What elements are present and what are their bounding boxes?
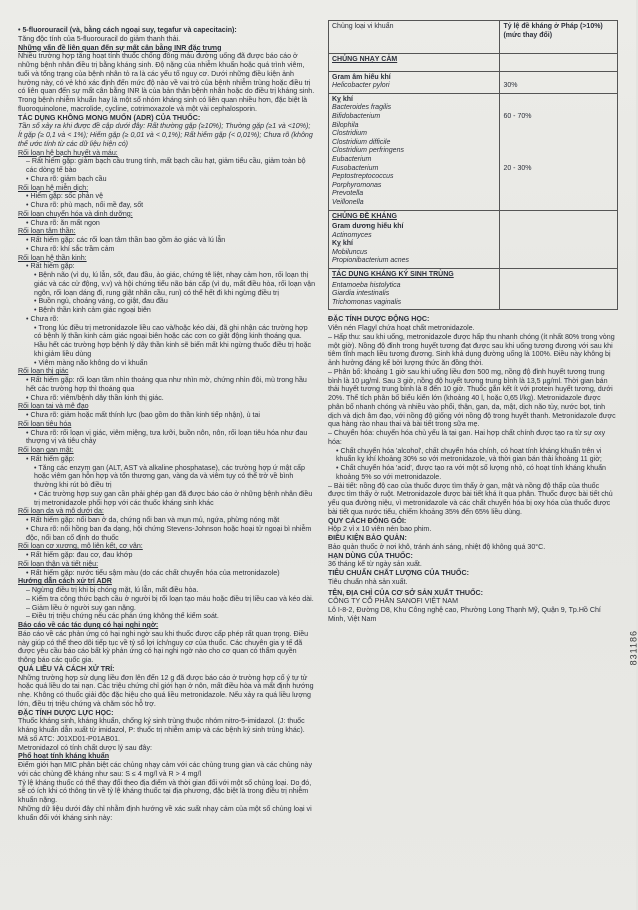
text-paragraph: – Chuyển hóa: chuyển hóa chủ yếu là tại gan. Hai hợp chất chính được tạo ra từ sự oxy hóa: [328,429,606,446]
text-paragraph: QUÁ LIỀU VÀ CÁCH XỬ TRÍ: [18,664,115,673]
resistance-value: 30% [503,82,518,90]
resistance-value [503,122,614,131]
text-paragraph: Rối loạn tâm thần: [18,227,76,236]
text-paragraph: Rối loạn chuyển hóa và dinh dưỡng: [18,209,133,218]
strain-name: Peptostreptococcus [332,173,394,181]
text-paragraph: • 5-fluorouracil (và, bằng cách ngoại suy, tegafur và capecitacin): [18,26,237,34]
text-paragraph: ĐẶC TÍNH DƯỢC ĐỘNG HỌC: [328,315,430,324]
text-paragraph: ĐIỀU KIỆN BẢO QUẢN: [328,534,407,543]
text-paragraph: • Chất chuyển hóa 'acid', được tạo ra với một số lượng nhỏ, có hoạt tính kháng khuẩn khoảng 5% so với metronidazole. [336,464,606,481]
strain-name: Bilophila [332,121,359,129]
text-paragraph: TIÊU CHUẨN CHẤT LƯỢNG CỦA THUỐC: [328,569,469,578]
text-paragraph: • Chưa rõ: ăn mất ngon [26,218,100,227]
text-paragraph: • Rất hiếm gặp: [26,454,75,463]
text-paragraph: • Bệnh não (vì dụ, lú lẫn, sốt, đau đầu, ảo giác, chứng tê liệt, nhạy cảm hơn, rối loạn thị giác và các cử động, v.v) và hội chứng tiểu não bán cấp (vì dụ, mất điều hòa, rối loạn vận ngôn, rối loạn dáng đi, rung giật nhãn cầu, run) có thể hết đi khi ngừng điều trị [34,271,316,297]
text-paragraph: Tăng độc tính của 5-fluorouracil do giảm thanh thải. [18,34,181,43]
text-paragraph: • Rất hiếm gặp: rối loạn tầm nhìn thoáng qua như nhìn mờ, chứng nhìn đôi, mù trong hầu hết các trường hợp thì thoáng qua [26,376,307,393]
table-row [329,93,618,210]
right-text [328,315,618,623]
strain-name: Actinomyces [332,231,372,239]
text-paragraph: – Điều trị triệu chứng nếu các phản ứng không thể kiểm soát. [26,612,219,621]
text-paragraph: Rối loạn da và mô dưới da: [18,507,104,516]
text-paragraph: • Rất hiếm gặp: nổi ban ở da, chứng nổi ban và mụn mủ, ngứa, phừng nóng mặt [26,516,280,524]
strain-subgroup: Kỵ khí [332,95,354,103]
strain-name: Porphyromonas [332,181,382,189]
text-paragraph: HẠN DÙNG CỦA THUỐC: [328,551,413,560]
resistance-value [503,104,614,113]
text-paragraph: Rối loạn hệ miễn dịch: [18,183,89,192]
text-paragraph: – Ngừng điều trị khi bị chóng mặt, lú lẫn, mất điều hòa. [26,586,199,594]
strain-name: Entamoeba histolytica [332,281,401,289]
text-paragraph: – Phân bố: khoảng 1 giờ sau khi uống liều đơn 500 mg, nồng độ đỉnh huyết tương trung bình là 10 µg/ml. Sau 3 giờ, nồng độ huyết tương trung bình là 13,5 µg/ml. Thời gian bán thải huyết tương trung bình là 8 đến 10 giờ. Thuốc gắn kết ít với protein huyết tương, dưới 20%. Thể tích phân bố biểu kiến lớn (khoảng 40 l, hoặc 0,65 l/kg). Metronidazole được phân bố nhanh chóng và nhiều vào phổi, thận, gan, da, mật, dịch não tủy, nước bọt, tinh dịch và dịch âm đạo, với nồng độ giống với nồng độ trong huyết thanh. Metronidazole được qua hàng rào nhau thai và bài tiết trong sữa mẹ. [328,367,616,429]
text-paragraph: QUY CÁCH ĐÓNG GÓI: [328,516,407,525]
strain-name: Veillonella [332,198,364,206]
text-paragraph: Báo cáo về các tác dụng có hại nghi ngờ: [18,621,159,629]
resistance-value [503,173,614,182]
text-paragraph: • Buồn ngủ, choáng váng, co giật, đau đầu [34,297,168,306]
resistance-value: 20 - 30% [503,164,532,172]
strain-name: Helicobacter pylori [332,82,390,90]
table-header-resistance: Tỷ lệ đề kháng ở Pháp (>10%) (mức thay đổi) [500,21,618,54]
text-paragraph: Tần số xảy ra khi được đề cập dưới đây: Rất thường gặp (≥10%); Thường gặp (≥1 và <10%); Ít gặp (≥ 0,1 và < 1%); Hiếm gặp (≥ 0,01 và < 0,1%); Rất hiếm gặp (< 0,01%); Chưa rõ (không thể ước tính từ các dữ liệu hiện có) [18,122,313,148]
text-paragraph: • Viêm màng não không do vi khuẩn [34,358,148,367]
resistance-value [503,147,614,156]
text-paragraph: Phổ hoạt tính kháng khuẩn [18,752,110,761]
text-paragraph: Thuốc kháng sinh, kháng khuẩn, chống ký sinh trùng thuộc nhóm nitro-5-imidazol. (J: thuốc kháng khuẩn dẫn xuất từ imidazol, P: thuốc trị nhiễm amip và các bệnh ký sinh trùng khác). Mã số ATC: J01XD01-P01AB01. [18,717,305,743]
text-paragraph: Rối loạn thận và tiết niệu: [18,559,99,568]
text-paragraph: • Rất hiếm gặp: nước tiểu sậm màu (do các chất chuyển hóa của metronidazole) [26,568,280,577]
text-paragraph: Rối loạn tiêu hóa [18,419,72,428]
resistance-value: 60 - 70% [503,112,532,120]
text-paragraph: Viên nén Flagyl chứa hoạt chất metronidazole. [328,324,475,333]
table-row [329,71,618,93]
strain-name: Fusobacterium [332,164,379,172]
text-paragraph: Metronidazol có tính chất dược lý sau đây: [18,743,153,752]
text-paragraph: • Chưa rõ: viêm/bệnh dây thần kinh thị giác. [26,393,164,402]
text-paragraph: • Chưa rõ: phù mạch, nổi mề đay, sốt [26,201,144,209]
table-row [329,210,618,269]
text-paragraph: Lô I-8-2, Đường D8, Khu Công nghệ cao, Phường Long Thạnh Mỹ, Quận 9, Tp.Hồ Chí Minh, Việt Nam [328,606,601,623]
text-paragraph: Rối loạn cơ xương, mô liên kết, cơ vân: [18,542,143,551]
strain-name: Mobiluncus [332,248,368,256]
strain-cell [329,54,500,72]
text-paragraph: Hộp 2 vỉ x 10 viên nén bao phim. [328,525,432,534]
strain-cell [329,210,500,269]
text-paragraph: • Hiếm gặp: sốc phản vệ [26,192,104,201]
resistance-cell [500,54,618,72]
text-paragraph: Rối loạn hệ thần kinh: [18,253,87,262]
text-paragraph: ĐẶC TÍNH DƯỢC LỰC HỌC: [18,708,114,717]
text-paragraph: Tiêu chuẩn nhà sản xuất. [328,577,408,586]
strain-group-title: TÁC DỤNG KHÁNG KÝ SINH TRÙNG [332,271,454,279]
text-paragraph: Rối loạn tai và mê đạo [18,402,89,411]
text-paragraph: • Rất hiếm gặp: đau cơ, đau khớp [26,551,133,559]
text-paragraph: Những vấn đề liên quan đến sự mất cân bằng INR đặc trưng [18,43,222,52]
table-header-strain: Chủng loại vi khuẩn [329,21,500,54]
text-paragraph: • Bệnh thần kinh cảm giác ngoại biên [34,306,151,314]
text-paragraph: • Chưa rõ: nổi hồng ban đa dạng, hội chứng Stevens-Johnson hoặc hoại tử ngoại bì nhiễm độc, nổi ban cố định do thuốc [26,524,312,542]
resistance-value [503,156,614,165]
resistance-value [503,139,614,148]
strain-name: Clostridium perfringens [332,147,404,155]
text-paragraph: Những trường hợp sử dụng liều đơn lên đến 12 g đã được báo cáo ở trường hợp cố ý tự tử hoặc quá liều do tai nạn. Các triệu chứng chỉ giới hạn ở nôn, mất điều hòa và mất định hướng nhẹ. Không có thuốc giải độc đặc hiệu cho quá liều metronidazole. Nếu xảy ra quá liều lượng lớn, điều trị triệu chứng và chăm sóc hỗ trợ. [18,673,314,708]
strain-name: Trichomonas vaginalis [332,298,402,306]
text-paragraph: Những dữ liệu dưới đây chỉ nhằm định hướng về xác suất nhạy cảm của một số chủng loại vi khuẩn đối với kháng sinh này: [18,804,312,822]
strain-name: Giardia intestinalis [332,290,390,298]
text-paragraph: TÁC DỤNG KHÔNG MONG MUỐN (ADR) CỦA THUỐC: [18,113,201,122]
resistance-value [503,182,614,191]
text-paragraph: Tỷ lệ kháng thuốc có thể thay đổi theo địa điểm và thời gian đối với một số chủng loại. Do đó, sẽ có ích khi có thông tin về tỷ lệ kháng thuốc tại địa phương, đặc biệt là trong điều trị nhiễm khuẩn nặng. [18,778,312,804]
text-paragraph: Bảo quản thuốc ở nơi khô, tránh ánh sáng, nhiệt độ không quá 30°C. [328,542,546,551]
text-paragraph: – Hấp thu: sau khi uống, metronidazole được hấp thu nhanh chóng (ít nhất 80% trong vòng một giờ). Nồng độ đỉnh trong huyết tương đạt được sau khi uống tương đương với sau khi tiêm tĩnh mạch liều tương đương. Sinh khả dụng đường uống là 100%. Điều này không bị ảnh hưởng đáng kể bởi lượng thức ăn đồng thời. [328,332,615,368]
text-paragraph: Báo cáo về các phản ứng có hại nghi ngờ sau khi thuốc được cấp phép rất quan trọng. Điều này giúp có thể theo dõi tiếp tục về tỷ số lợi ích/nguy cơ của thuốc. Các chuyên gia y tế đã được yêu cầu báo cáo bất kỳ phản ứng có hại nghi ngờ nào cho cơ quan có thẩm quyền thông báo các quốc gia. [18,629,309,664]
strain-cell [329,269,500,310]
strain-subgroup: Gram âm hiếu khí [332,73,391,81]
text-paragraph: – Rất hiếm gặp: giảm bạch cầu trung tính, mất bạch cầu hạt, giảm tiểu cầu, giảm toàn bộ các dòng tế bào [26,157,306,174]
text-paragraph: – Kiểm tra công thức bạch cầu ở người bị rối loạn tạo máu hoặc điều trị liều cao và kéo dài. [26,594,314,603]
resistance-table [328,20,618,310]
strain-subgroup: Gram dương hiếu khí [332,223,404,231]
text-paragraph: • Chưa rõ: khí sắc trầm cảm [26,244,115,253]
strain-cell [329,71,500,93]
text-paragraph: • Chất chuyển hóa 'alcohol', chất chuyển hóa chính, có hoạt tính kháng khuẩn trên vi khuẩn kỵ khí khoảng 30% so với metronidazole, và thời gian bán thải khoảng 11 giờ; [336,446,602,464]
text-paragraph: • Chưa rõ: giảm bạch cầu [26,174,107,183]
strain-cell [329,93,500,210]
text-paragraph: Rối loạn hệ bạch huyết và máu: [18,148,118,157]
strain-name: Prevotella [332,190,364,198]
strain-subgroup: Kỵ khí [332,240,354,248]
resistance-cell [500,93,618,210]
text-paragraph: Rối loạn gan mật: [18,446,74,454]
text-paragraph: Hướng dẫn cách xử trí ADR [18,577,112,586]
strain-group-title: CHỦNG ĐỀ KHÁNG [332,212,397,220]
text-paragraph: • Trong lúc điều trị metronidazole liều cao và/hoặc kéo dài, đã ghi nhận các trường hợp có bệnh lý thần kinh cảm giác ngoại biên hoặc các cơn co giật động kinh thoáng qua. Hầu hết các trường hợp bệnh lý dây thần kinh sẽ biến mất khi ngừng thuốc điều trị hoặc khi giảm liều dùng [34,323,312,358]
text-paragraph: – Giảm liều ở người suy gan nặng. [26,603,136,612]
table-row [329,269,618,310]
resistance-cell [500,210,618,269]
right-column [328,20,618,624]
resistance-value [503,190,614,199]
strain-name: Clostridium difficile [332,138,391,146]
strain-name: Propionibacterium acnes [332,257,410,265]
strain-name: Eubacterium [332,155,372,163]
strain-group-title: CHỦNG NHẠY CẢM [332,56,398,63]
text-paragraph: • Tăng các enzym gan (ALT, AST và alkaline phosphatase), các trường hợp ứ mật cấp hoặc viêm gan hỗn hợp và tổn thương gan, vàng da và viêm tụy có thể trở về bình thường khi rút bỏ điều trị [34,463,305,489]
strain-name: Clostridium [332,130,368,138]
text-paragraph: TÊN, ĐỊA CHỈ CỦA CƠ SỞ SẢN XUẤT THUỐC: [328,588,484,597]
resistance-value [503,130,614,139]
text-paragraph: • Chưa rõ: [26,314,59,323]
text-paragraph: • Chưa rõ: giảm hoặc mất thính lực (bao gồm do thần kinh tiếp nhận), ù tai [26,411,260,419]
strain-name: Bacteroides fragilis [332,104,392,112]
text-paragraph: Điểm giới hạn MIC phân biệt các chủng nhạy cảm với các chủng trung gian và các chủng này với các chủng đề kháng như sau: S ≤ 4 mg/l và R > 4 mg/l [18,761,313,778]
text-paragraph: • Chưa rõ: rối loạn vị giác, viêm miệng, tưa lưỡi, buồn nôn, nôn, rối loạn tiêu hóa như đau thượng vị và tiêu chảy [26,428,308,446]
resistance-value [503,199,614,208]
resistance-value [503,96,614,105]
text-paragraph: Nhiều trường hợp tăng hoạt tính thuốc chống đông máu đường uống đã được báo cáo ở những bệnh nhân điều trị bằng kháng sinh. Độ nặng của nhiễm khuẩn hoặc quá trình viêm, tuổi và tổng trạng của bệnh nhân tỏ ra là các yếu tố nguy cơ. Dưới những điều kiện ảnh hưởng này, có vẻ khó xác định đến mức độ nào về vai trò của bệnh nhiễm trùng hoặc điều trị có liên quan đến sự mất cân bằng INR là của bản thân bệnh nhân hoặc do điều trị kháng sinh. Trong bệnh nhiễm khuẩn hay là một số nhóm kháng sinh có liên quan nhiều hơn, đặc biệt là fluoroquinolone, macrolide, cycline, cotrimoxazole và một vài cephalosporin. [18,52,315,113]
side-code: 831186 [628,630,638,666]
resistance-cell [500,269,618,310]
text-paragraph: – Bài tiết: nồng độ cao của thuốc được tìm thấy ở gan, mật và nồng độ thấp của thuốc được tìm thấy ở ruột. Metronidazole được bài tiết khá ít qua phân. Thuốc được bài tiết chủ yếu qua đường niệu, vì metronidazole và các chất chuyển hóa bị oxy hóa của thuốc được bài tiết qua nước tiểu, chiếm khoảng 35% đến 65% liều dùng. [328,481,613,516]
left-column [18,26,316,822]
text-paragraph: CÔNG TY CỔ PHẦN SANOFI VIỆT NAM [328,597,459,606]
resistance-value [503,74,614,83]
text-paragraph: • Các trường hợp suy gan cần phải ghép gan đã được báo cáo ở những bệnh nhân điều trị metronidazole phối hợp với các thuốc kháng sinh khác [34,489,313,507]
text-paragraph: 36 tháng kể từ ngày sản xuất. [328,560,422,569]
text-paragraph: • Rất hiếm gặp: [26,262,75,271]
strain-name: Bifidobacterium [332,112,381,120]
text-paragraph: • Rất hiếm gặp: các rối loạn tâm thần bao gồm ảo giác và lú lẫn [26,236,226,244]
resistance-cell [500,71,618,93]
table-row [329,54,618,72]
text-paragraph: Rối loạn thị giác [18,367,69,376]
